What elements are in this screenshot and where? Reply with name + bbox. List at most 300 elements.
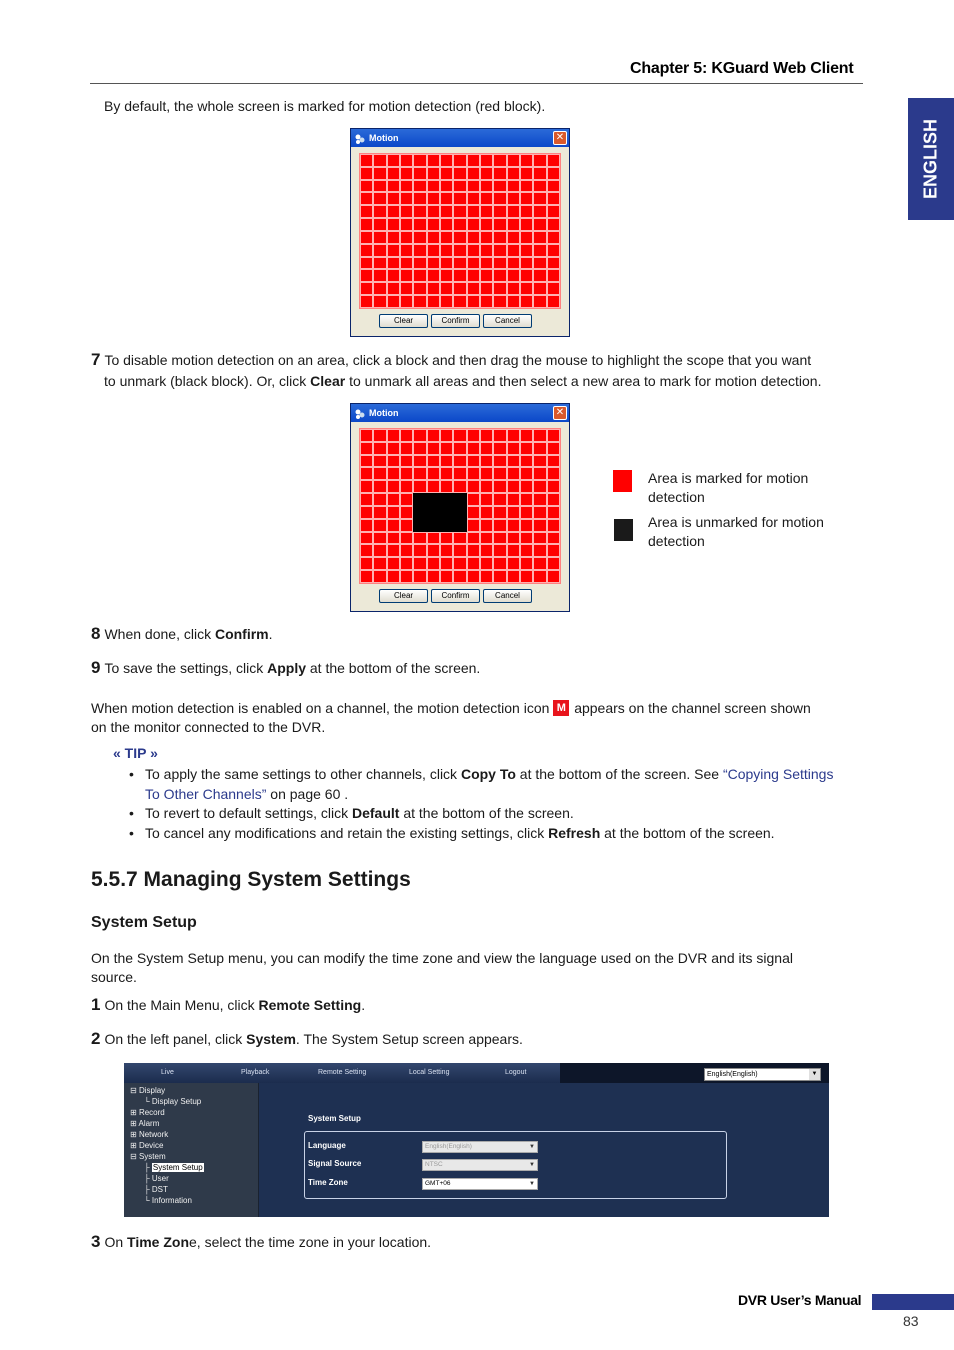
motion-grid-cell[interactable] [467, 493, 480, 506]
motion-grid-cell[interactable] [467, 192, 480, 205]
motion-grid-cell[interactable] [507, 493, 520, 506]
tree-item-display-setup[interactable]: └ Display Setup [144, 1097, 202, 1106]
motion-grid-cell[interactable] [520, 467, 533, 480]
motion-grid-cell[interactable] [480, 455, 493, 468]
motion-grid-cell[interactable] [547, 218, 560, 231]
motion-grid-cell[interactable] [440, 295, 453, 308]
motion-grid-cell[interactable] [387, 244, 400, 257]
motion-grid-cell[interactable] [360, 244, 373, 257]
motion-grid-cell[interactable] [507, 231, 520, 244]
motion-grid-cell[interactable] [413, 205, 426, 218]
motion-grid-cell[interactable] [480, 506, 493, 519]
motion-grid-cell[interactable] [493, 467, 506, 480]
motion-grid-cell[interactable] [360, 455, 373, 468]
motion-grid-cell[interactable] [360, 154, 373, 167]
motion-grid-cell[interactable] [413, 519, 426, 532]
motion-grid-cell[interactable] [387, 532, 400, 545]
motion-grid-cell[interactable] [533, 282, 546, 295]
motion-grid-cell[interactable] [400, 455, 413, 468]
motion-grid-cell[interactable] [400, 295, 413, 308]
motion-grid-cell[interactable] [493, 218, 506, 231]
motion-grid-cell[interactable] [467, 167, 480, 180]
motion-grid-cell[interactable] [440, 180, 453, 193]
motion-grid-cell[interactable] [413, 180, 426, 193]
motion-grid-cell[interactable] [373, 257, 386, 270]
motion-grid-cell[interactable] [547, 480, 560, 493]
motion-grid-cell[interactable] [387, 557, 400, 570]
motion-grid-cell[interactable] [400, 519, 413, 532]
motion-grid-cell[interactable] [493, 167, 506, 180]
motion-grid-cell[interactable] [547, 231, 560, 244]
motion-grid-cell[interactable] [480, 282, 493, 295]
motion-grid-cell[interactable] [547, 192, 560, 205]
motion-grid-cell[interactable] [480, 218, 493, 231]
motion-grid-cell[interactable] [413, 506, 426, 519]
motion-grid-cell[interactable] [387, 180, 400, 193]
motion-grid-cell[interactable] [427, 544, 440, 557]
motion-grid-cell[interactable] [493, 295, 506, 308]
motion-grid-cell[interactable] [493, 244, 506, 257]
motion-grid-cell[interactable] [467, 480, 480, 493]
motion-grid-cell[interactable] [413, 257, 426, 270]
motion-grid-cell[interactable] [400, 257, 413, 270]
motion-grid-cell[interactable] [547, 205, 560, 218]
motion-grid-cell[interactable] [467, 467, 480, 480]
motion-grid-cell[interactable] [400, 480, 413, 493]
motion-grid-cell[interactable] [453, 192, 466, 205]
motion-grid-cell[interactable] [373, 480, 386, 493]
motion-grid[interactable] [359, 428, 561, 584]
motion-grid-cell[interactable] [467, 180, 480, 193]
motion-grid-cell[interactable] [360, 218, 373, 231]
motion-grid-cell[interactable] [467, 506, 480, 519]
motion-grid-cell[interactable] [467, 570, 480, 583]
motion-grid-cell[interactable] [453, 205, 466, 218]
motion-grid-cell[interactable] [467, 532, 480, 545]
motion-grid-cell[interactable] [547, 257, 560, 270]
motion-grid-cell[interactable] [453, 429, 466, 442]
motion-grid-cell[interactable] [373, 429, 386, 442]
motion-grid-cell[interactable] [427, 244, 440, 257]
motion-grid-cell[interactable] [400, 218, 413, 231]
motion-grid-cell[interactable] [507, 205, 520, 218]
close-icon[interactable]: ✕ [553, 131, 567, 145]
motion-grid-cell[interactable] [547, 269, 560, 282]
motion-grid-cell[interactable] [413, 493, 426, 506]
motion-grid-cell[interactable] [373, 295, 386, 308]
tree-item-dst[interactable]: ├ DST [144, 1185, 168, 1194]
motion-grid-cell[interactable] [533, 205, 546, 218]
motion-grid-cell[interactable] [520, 455, 533, 468]
motion-grid-cell[interactable] [467, 557, 480, 570]
motion-grid-cell[interactable] [427, 467, 440, 480]
motion-grid-cell[interactable] [453, 295, 466, 308]
motion-grid-cell[interactable] [440, 455, 453, 468]
motion-grid-cell[interactable] [480, 180, 493, 193]
motion-grid-cell[interactable] [467, 544, 480, 557]
tab-live[interactable]: Live [161, 1069, 174, 1076]
motion-grid[interactable] [359, 153, 561, 309]
motion-grid-cell[interactable] [520, 429, 533, 442]
motion-grid-cell[interactable] [360, 442, 373, 455]
motion-grid-cell[interactable] [533, 532, 546, 545]
motion-grid-cell[interactable] [400, 167, 413, 180]
motion-grid-cell[interactable] [507, 506, 520, 519]
motion-grid-cell[interactable] [427, 192, 440, 205]
motion-grid-cell[interactable] [413, 231, 426, 244]
motion-grid-cell[interactable] [373, 154, 386, 167]
motion-grid-cell[interactable] [440, 557, 453, 570]
motion-grid-cell[interactable] [400, 442, 413, 455]
motion-grid-cell[interactable] [413, 244, 426, 257]
motion-grid-cell[interactable] [373, 532, 386, 545]
motion-grid-cell[interactable] [400, 192, 413, 205]
motion-grid-cell[interactable] [400, 532, 413, 545]
motion-grid-cell[interactable] [480, 480, 493, 493]
motion-grid-cell[interactable] [387, 257, 400, 270]
motion-grid-cell[interactable] [533, 519, 546, 532]
motion-grid-cell[interactable] [507, 519, 520, 532]
motion-grid-cell[interactable] [440, 570, 453, 583]
motion-grid-cell[interactable] [440, 282, 453, 295]
motion-grid-cell[interactable] [440, 154, 453, 167]
motion-grid-cell[interactable] [427, 519, 440, 532]
motion-grid-cell[interactable] [493, 442, 506, 455]
motion-grid-cell[interactable] [507, 442, 520, 455]
motion-grid-cell[interactable] [467, 429, 480, 442]
motion-grid-cell[interactable] [400, 544, 413, 557]
motion-grid-cell[interactable] [440, 205, 453, 218]
motion-grid-cell[interactable] [413, 282, 426, 295]
motion-grid-cell[interactable] [453, 167, 466, 180]
motion-grid-cell[interactable] [493, 532, 506, 545]
motion-grid-cell[interactable] [493, 480, 506, 493]
motion-grid-cell[interactable] [440, 429, 453, 442]
motion-grid-cell[interactable] [533, 467, 546, 480]
motion-grid-cell[interactable] [387, 205, 400, 218]
motion-grid-cell[interactable] [360, 480, 373, 493]
motion-grid-cell[interactable] [520, 282, 533, 295]
motion-grid-cell[interactable] [467, 442, 480, 455]
cancel-button[interactable]: Cancel [483, 314, 532, 328]
motion-grid-cell[interactable] [400, 557, 413, 570]
tree-item-system[interactable]: ⊟ System [130, 1152, 166, 1161]
tab-playback[interactable]: Playback [241, 1069, 270, 1076]
motion-grid-cell[interactable] [427, 295, 440, 308]
motion-grid-cell[interactable] [507, 269, 520, 282]
motion-grid-cell[interactable] [373, 218, 386, 231]
motion-grid-cell[interactable] [493, 429, 506, 442]
motion-grid-cell[interactable] [520, 532, 533, 545]
motion-grid-cell[interactable] [533, 244, 546, 257]
motion-grid-cell[interactable] [547, 154, 560, 167]
motion-grid-cell[interactable] [413, 557, 426, 570]
motion-grid-cell[interactable] [440, 493, 453, 506]
motion-grid-cell[interactable] [533, 269, 546, 282]
motion-grid-cell[interactable] [453, 519, 466, 532]
motion-grid-cell[interactable] [533, 480, 546, 493]
motion-grid-cell[interactable] [413, 532, 426, 545]
motion-grid-cell[interactable] [507, 429, 520, 442]
motion-grid-cell[interactable] [440, 244, 453, 257]
motion-grid-cell[interactable] [387, 570, 400, 583]
motion-grid-cell[interactable] [533, 231, 546, 244]
motion-grid-cell[interactable] [507, 192, 520, 205]
motion-grid-cell[interactable] [387, 506, 400, 519]
copying-settings-link-cont[interactable]: To Other Channels” [145, 785, 267, 802]
motion-grid-cell[interactable] [480, 192, 493, 205]
motion-grid-cell[interactable] [360, 506, 373, 519]
motion-grid-cell[interactable] [480, 544, 493, 557]
motion-grid-cell[interactable] [360, 205, 373, 218]
motion-grid-cell[interactable] [520, 442, 533, 455]
motion-grid-cell[interactable] [413, 154, 426, 167]
motion-grid-cell[interactable] [360, 180, 373, 193]
motion-grid-cell[interactable] [413, 570, 426, 583]
motion-grid-cell[interactable] [373, 455, 386, 468]
motion-grid-cell[interactable] [467, 455, 480, 468]
motion-grid-cell[interactable] [387, 154, 400, 167]
motion-grid-cell[interactable] [493, 205, 506, 218]
motion-grid-cell[interactable] [400, 493, 413, 506]
motion-grid-cell[interactable] [480, 295, 493, 308]
motion-grid-cell[interactable] [520, 570, 533, 583]
tree-item-device[interactable]: ⊞ Device [130, 1141, 164, 1150]
motion-grid-cell[interactable] [360, 295, 373, 308]
motion-grid-cell[interactable] [373, 231, 386, 244]
motion-grid-cell[interactable] [507, 455, 520, 468]
motion-grid-cell[interactable] [533, 218, 546, 231]
motion-grid-cell[interactable] [507, 257, 520, 270]
motion-grid-cell[interactable] [493, 257, 506, 270]
motion-grid-cell[interactable] [387, 442, 400, 455]
motion-grid-cell[interactable] [427, 493, 440, 506]
motion-grid-cell[interactable] [467, 519, 480, 532]
motion-grid-cell[interactable] [387, 231, 400, 244]
motion-grid-cell[interactable] [520, 544, 533, 557]
motion-grid-cell[interactable] [387, 544, 400, 557]
cancel-button[interactable]: Cancel [483, 589, 532, 603]
motion-grid-cell[interactable] [453, 257, 466, 270]
motion-grid-cell[interactable] [360, 257, 373, 270]
motion-grid-cell[interactable] [520, 480, 533, 493]
motion-grid-cell[interactable] [520, 167, 533, 180]
motion-grid-cell[interactable] [507, 557, 520, 570]
tab-remote-setting[interactable]: Remote Setting [318, 1069, 367, 1076]
motion-grid-cell[interactable] [507, 244, 520, 257]
motion-grid-cell[interactable] [360, 467, 373, 480]
motion-grid-cell[interactable] [413, 218, 426, 231]
motion-grid-cell[interactable] [360, 493, 373, 506]
motion-grid-cell[interactable] [480, 519, 493, 532]
motion-grid-cell[interactable] [480, 269, 493, 282]
motion-grid-cell[interactable] [480, 442, 493, 455]
motion-grid-cell[interactable] [400, 205, 413, 218]
motion-grid-cell[interactable] [440, 218, 453, 231]
motion-grid-cell[interactable] [547, 493, 560, 506]
motion-grid-cell[interactable] [547, 506, 560, 519]
close-icon[interactable]: ✕ [553, 406, 567, 420]
motion-grid-cell[interactable] [480, 257, 493, 270]
motion-grid-cell[interactable] [440, 467, 453, 480]
motion-grid-cell[interactable] [440, 167, 453, 180]
motion-grid-cell[interactable] [400, 467, 413, 480]
motion-grid-cell[interactable] [547, 570, 560, 583]
motion-grid-cell[interactable] [520, 180, 533, 193]
motion-grid-cell[interactable] [373, 244, 386, 257]
motion-grid-cell[interactable] [467, 231, 480, 244]
motion-grid-cell[interactable] [427, 257, 440, 270]
motion-grid-cell[interactable] [373, 544, 386, 557]
motion-grid-cell[interactable] [467, 154, 480, 167]
motion-grid-cell[interactable] [480, 244, 493, 257]
motion-grid-cell[interactable] [413, 544, 426, 557]
motion-grid-cell[interactable] [453, 180, 466, 193]
motion-grid-cell[interactable] [547, 557, 560, 570]
motion-grid-cell[interactable] [413, 480, 426, 493]
motion-grid-cell[interactable] [480, 154, 493, 167]
motion-grid-cell[interactable] [533, 257, 546, 270]
motion-grid-cell[interactable] [360, 532, 373, 545]
motion-grid-cell[interactable] [493, 282, 506, 295]
motion-grid-cell[interactable] [387, 282, 400, 295]
motion-grid-cell[interactable] [453, 570, 466, 583]
motion-grid-cell[interactable] [387, 455, 400, 468]
motion-grid-cell[interactable] [547, 167, 560, 180]
motion-grid-cell[interactable] [360, 557, 373, 570]
motion-grid-cell[interactable] [427, 180, 440, 193]
motion-grid-cell[interactable] [360, 519, 373, 532]
motion-grid-cell[interactable] [547, 180, 560, 193]
motion-grid-cell[interactable] [453, 467, 466, 480]
motion-grid-cell[interactable] [400, 282, 413, 295]
motion-grid-cell[interactable] [480, 467, 493, 480]
motion-grid-cell[interactable] [533, 493, 546, 506]
motion-grid-cell[interactable] [520, 493, 533, 506]
motion-grid-cell[interactable] [440, 257, 453, 270]
motion-grid-cell[interactable] [520, 205, 533, 218]
motion-grid-cell[interactable] [493, 557, 506, 570]
motion-grid-cell[interactable] [493, 180, 506, 193]
motion-grid-cell[interactable] [373, 570, 386, 583]
tree-item-record[interactable]: ⊞ Record [130, 1108, 165, 1117]
motion-grid-cell[interactable] [520, 218, 533, 231]
motion-grid-cell[interactable] [467, 295, 480, 308]
tree-item-alarm[interactable]: ⊞ Alarm [130, 1119, 160, 1128]
motion-grid-cell[interactable] [467, 244, 480, 257]
motion-grid-cell[interactable] [440, 192, 453, 205]
motion-grid-cell[interactable] [507, 532, 520, 545]
motion-grid-cell[interactable] [400, 180, 413, 193]
motion-grid-cell[interactable] [427, 455, 440, 468]
tree-item-network[interactable]: ⊞ Network [130, 1130, 169, 1139]
motion-grid-cell[interactable] [547, 442, 560, 455]
motion-grid-cell[interactable] [360, 570, 373, 583]
motion-grid-cell[interactable] [520, 154, 533, 167]
motion-grid-cell[interactable] [547, 455, 560, 468]
motion-grid-cell[interactable] [467, 257, 480, 270]
motion-grid-cell[interactable] [547, 544, 560, 557]
motion-grid-cell[interactable] [520, 231, 533, 244]
motion-grid-cell[interactable] [547, 429, 560, 442]
motion-grid-cell[interactable] [547, 519, 560, 532]
motion-grid-cell[interactable] [547, 295, 560, 308]
motion-grid-cell[interactable] [467, 205, 480, 218]
motion-grid-cell[interactable] [413, 429, 426, 442]
motion-grid-cell[interactable] [413, 192, 426, 205]
motion-grid-cell[interactable] [480, 429, 493, 442]
motion-grid-cell[interactable] [533, 192, 546, 205]
motion-grid-cell[interactable] [480, 532, 493, 545]
motion-grid-cell[interactable] [373, 519, 386, 532]
motion-grid-cell[interactable] [427, 205, 440, 218]
motion-grid-cell[interactable] [413, 269, 426, 282]
motion-grid-cell[interactable] [440, 442, 453, 455]
motion-grid-cell[interactable] [547, 244, 560, 257]
motion-grid-cell[interactable] [400, 570, 413, 583]
motion-grid-cell[interactable] [547, 467, 560, 480]
motion-grid-cell[interactable] [387, 429, 400, 442]
motion-grid-cell[interactable] [427, 269, 440, 282]
motion-grid-cell[interactable] [453, 231, 466, 244]
motion-grid-cell[interactable] [427, 480, 440, 493]
copying-settings-link[interactable]: “Copying Settings [722, 766, 834, 782]
motion-grid-cell[interactable] [427, 442, 440, 455]
tab-logout[interactable]: Logout [505, 1069, 527, 1076]
motion-grid-cell[interactable] [453, 493, 466, 506]
motion-grid-cell[interactable] [360, 192, 373, 205]
motion-grid-cell[interactable] [373, 167, 386, 180]
motion-grid-cell[interactable] [507, 544, 520, 557]
motion-grid-cell[interactable] [360, 167, 373, 180]
motion-grid-cell[interactable] [400, 269, 413, 282]
clear-button[interactable]: Clear [379, 314, 428, 328]
motion-grid-cell[interactable] [427, 506, 440, 519]
motion-grid-cell[interactable] [400, 429, 413, 442]
motion-grid-cell[interactable] [480, 570, 493, 583]
motion-grid-cell[interactable] [413, 467, 426, 480]
motion-grid-cell[interactable] [413, 455, 426, 468]
motion-grid-cell[interactable] [493, 154, 506, 167]
clear-button[interactable]: Clear [379, 589, 428, 603]
motion-grid-cell[interactable] [493, 544, 506, 557]
motion-grid-cell[interactable] [493, 192, 506, 205]
motion-grid-cell[interactable] [373, 282, 386, 295]
time-zone-select[interactable] [422, 1178, 538, 1190]
motion-grid-cell[interactable] [427, 231, 440, 244]
motion-grid-cell[interactable] [400, 231, 413, 244]
motion-grid-cell[interactable] [387, 269, 400, 282]
confirm-button[interactable]: Confirm [431, 589, 480, 603]
motion-grid-cell[interactable] [440, 544, 453, 557]
motion-grid-cell[interactable] [453, 532, 466, 545]
motion-grid-cell[interactable] [467, 269, 480, 282]
motion-grid-cell[interactable] [453, 218, 466, 231]
motion-grid-cell[interactable] [427, 557, 440, 570]
motion-grid-cell[interactable] [507, 167, 520, 180]
motion-grid-cell[interactable] [520, 244, 533, 257]
motion-grid-cell[interactable] [507, 570, 520, 583]
motion-grid-cell[interactable] [533, 429, 546, 442]
motion-grid-cell[interactable] [373, 269, 386, 282]
motion-grid-cell[interactable] [387, 480, 400, 493]
motion-grid-cell[interactable] [453, 269, 466, 282]
motion-grid-cell[interactable] [507, 467, 520, 480]
language-select[interactable] [422, 1141, 538, 1153]
ui-language-dropdown[interactable] [704, 1068, 821, 1081]
motion-grid-cell[interactable] [453, 455, 466, 468]
motion-grid-cell[interactable] [453, 282, 466, 295]
